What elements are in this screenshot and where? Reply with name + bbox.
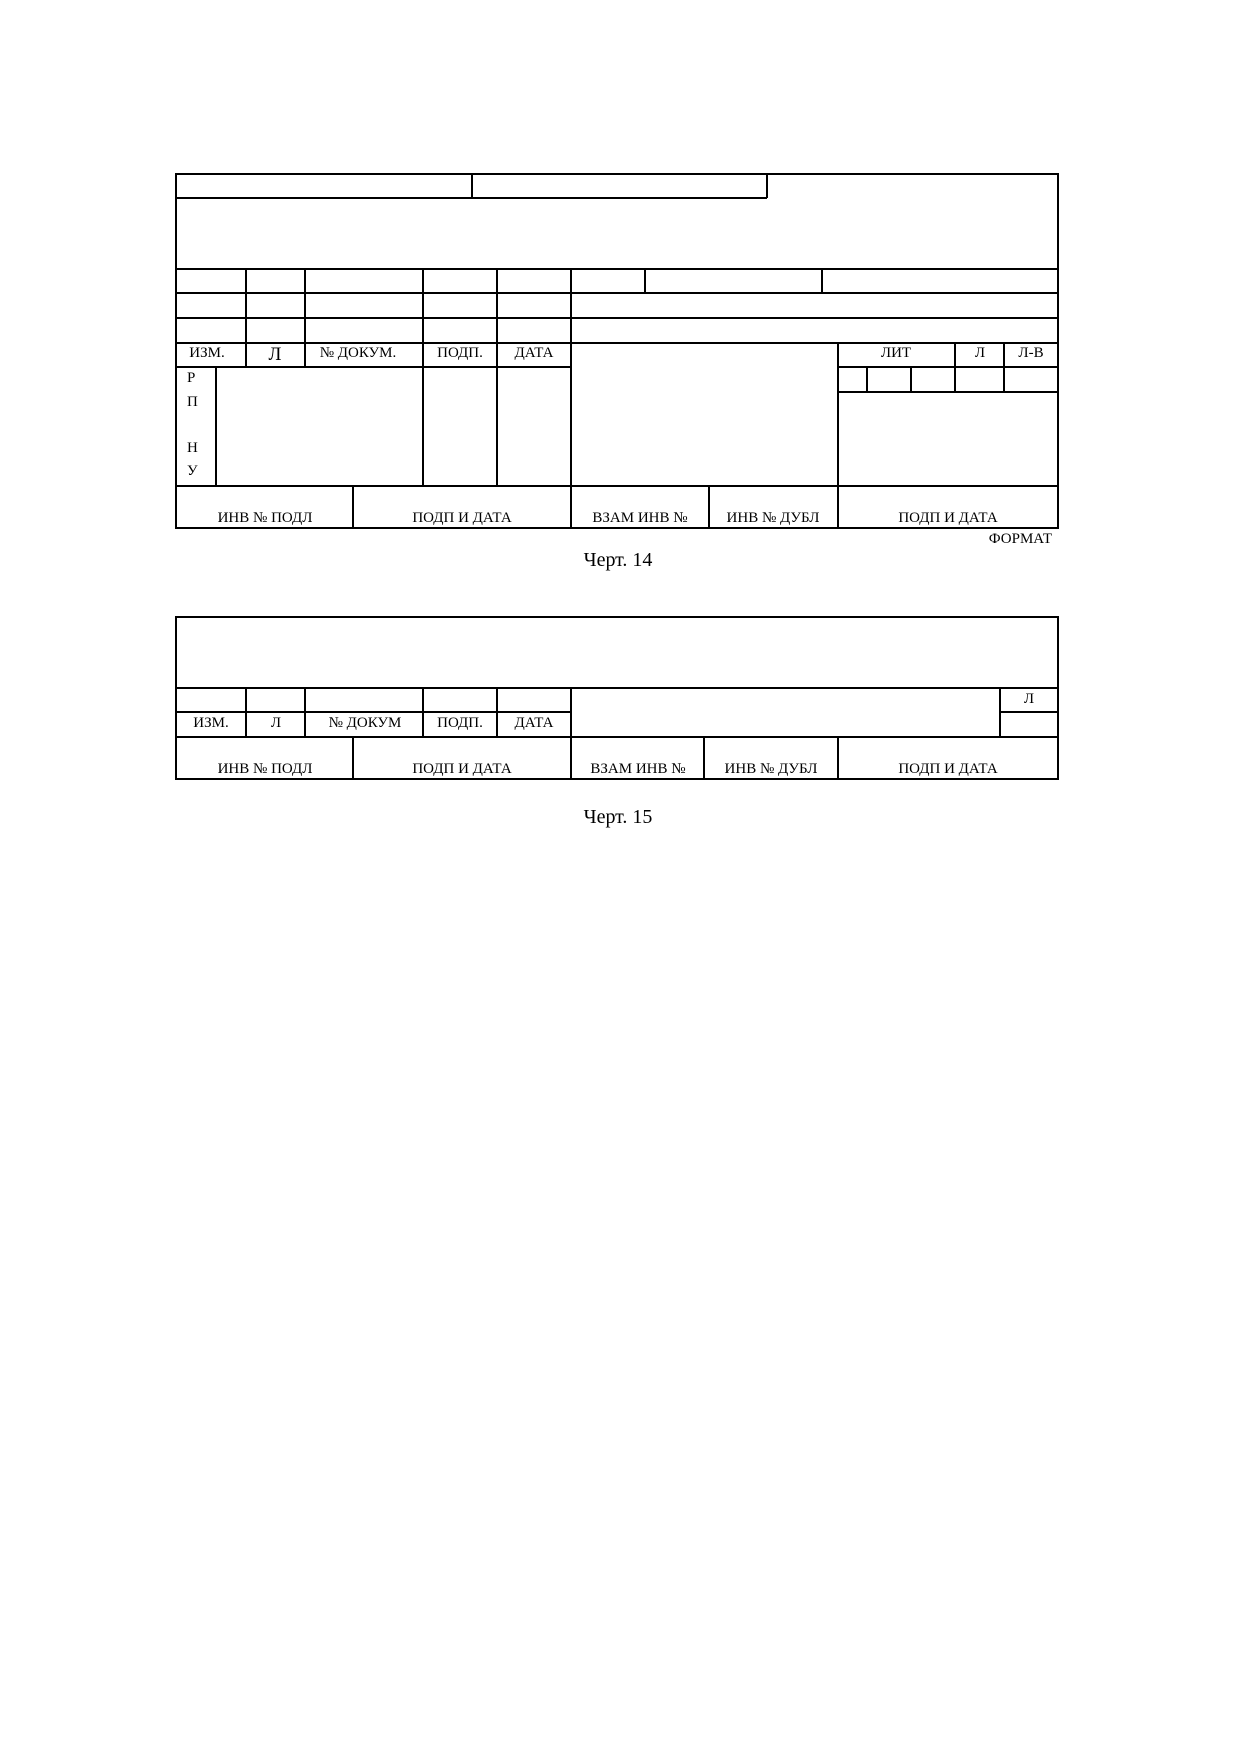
doc-no-label: № ДОКУМ. — [319, 345, 397, 361]
sign-and-date-label: ПОДП И ДАТА — [412, 761, 512, 777]
side-letter-u: У — [187, 463, 198, 479]
caption-15: Черт. 15 — [583, 806, 653, 828]
sheet-label: Л — [974, 345, 986, 361]
caption-14: Черт. 14 — [583, 549, 653, 571]
izm-label: ИЗМ. — [193, 715, 229, 731]
sign-and-date-label: ПОДП И ДАТА — [412, 510, 512, 526]
inv-no-podl-label: ИНВ № ПОДЛ — [217, 761, 313, 777]
inv-no-dubl-label: ИНВ № ДУБЛ — [724, 761, 818, 777]
date-label: ДАТА — [514, 345, 554, 361]
sign-label: ПОДП. — [437, 345, 483, 361]
doc-no-label: № ДОКУМ — [328, 715, 402, 731]
list-label: Л — [268, 344, 282, 365]
form-15-grid — [176, 617, 1058, 779]
format-label: ФОРМАТ — [988, 531, 1052, 547]
inv-no-dubl-label: ИНВ № ДУБЛ — [726, 510, 820, 526]
form-14-grid — [176, 174, 1058, 528]
sign-label: ПОДП. — [437, 715, 483, 731]
izm-label: ИЗМ. — [189, 345, 225, 361]
lit-label: ЛИТ — [880, 345, 912, 361]
sheets-count-label: Л-В — [1018, 345, 1044, 361]
form-15-outer-frame — [176, 617, 1058, 779]
vzam-inv-label: ВЗАМ ИНВ № — [590, 761, 686, 777]
side-letter-r: Р — [187, 370, 196, 386]
sign-and-date-label-2: ПОДП И ДАТА — [898, 510, 998, 526]
sign-and-date-label-2: ПОДП И ДАТА — [898, 761, 998, 777]
vzam-inv-label: ВЗАМ ИНВ № — [592, 510, 688, 526]
date-label: ДАТА — [514, 715, 554, 731]
inv-no-podl-label: ИНВ № ПОДЛ — [217, 510, 313, 526]
form-14-outer-frame — [176, 174, 1058, 528]
side-letter-p: П — [187, 394, 198, 410]
list-label: Л — [270, 715, 282, 731]
side-letter-n: Н — [187, 440, 198, 456]
sheet-label: Л — [1023, 691, 1035, 707]
